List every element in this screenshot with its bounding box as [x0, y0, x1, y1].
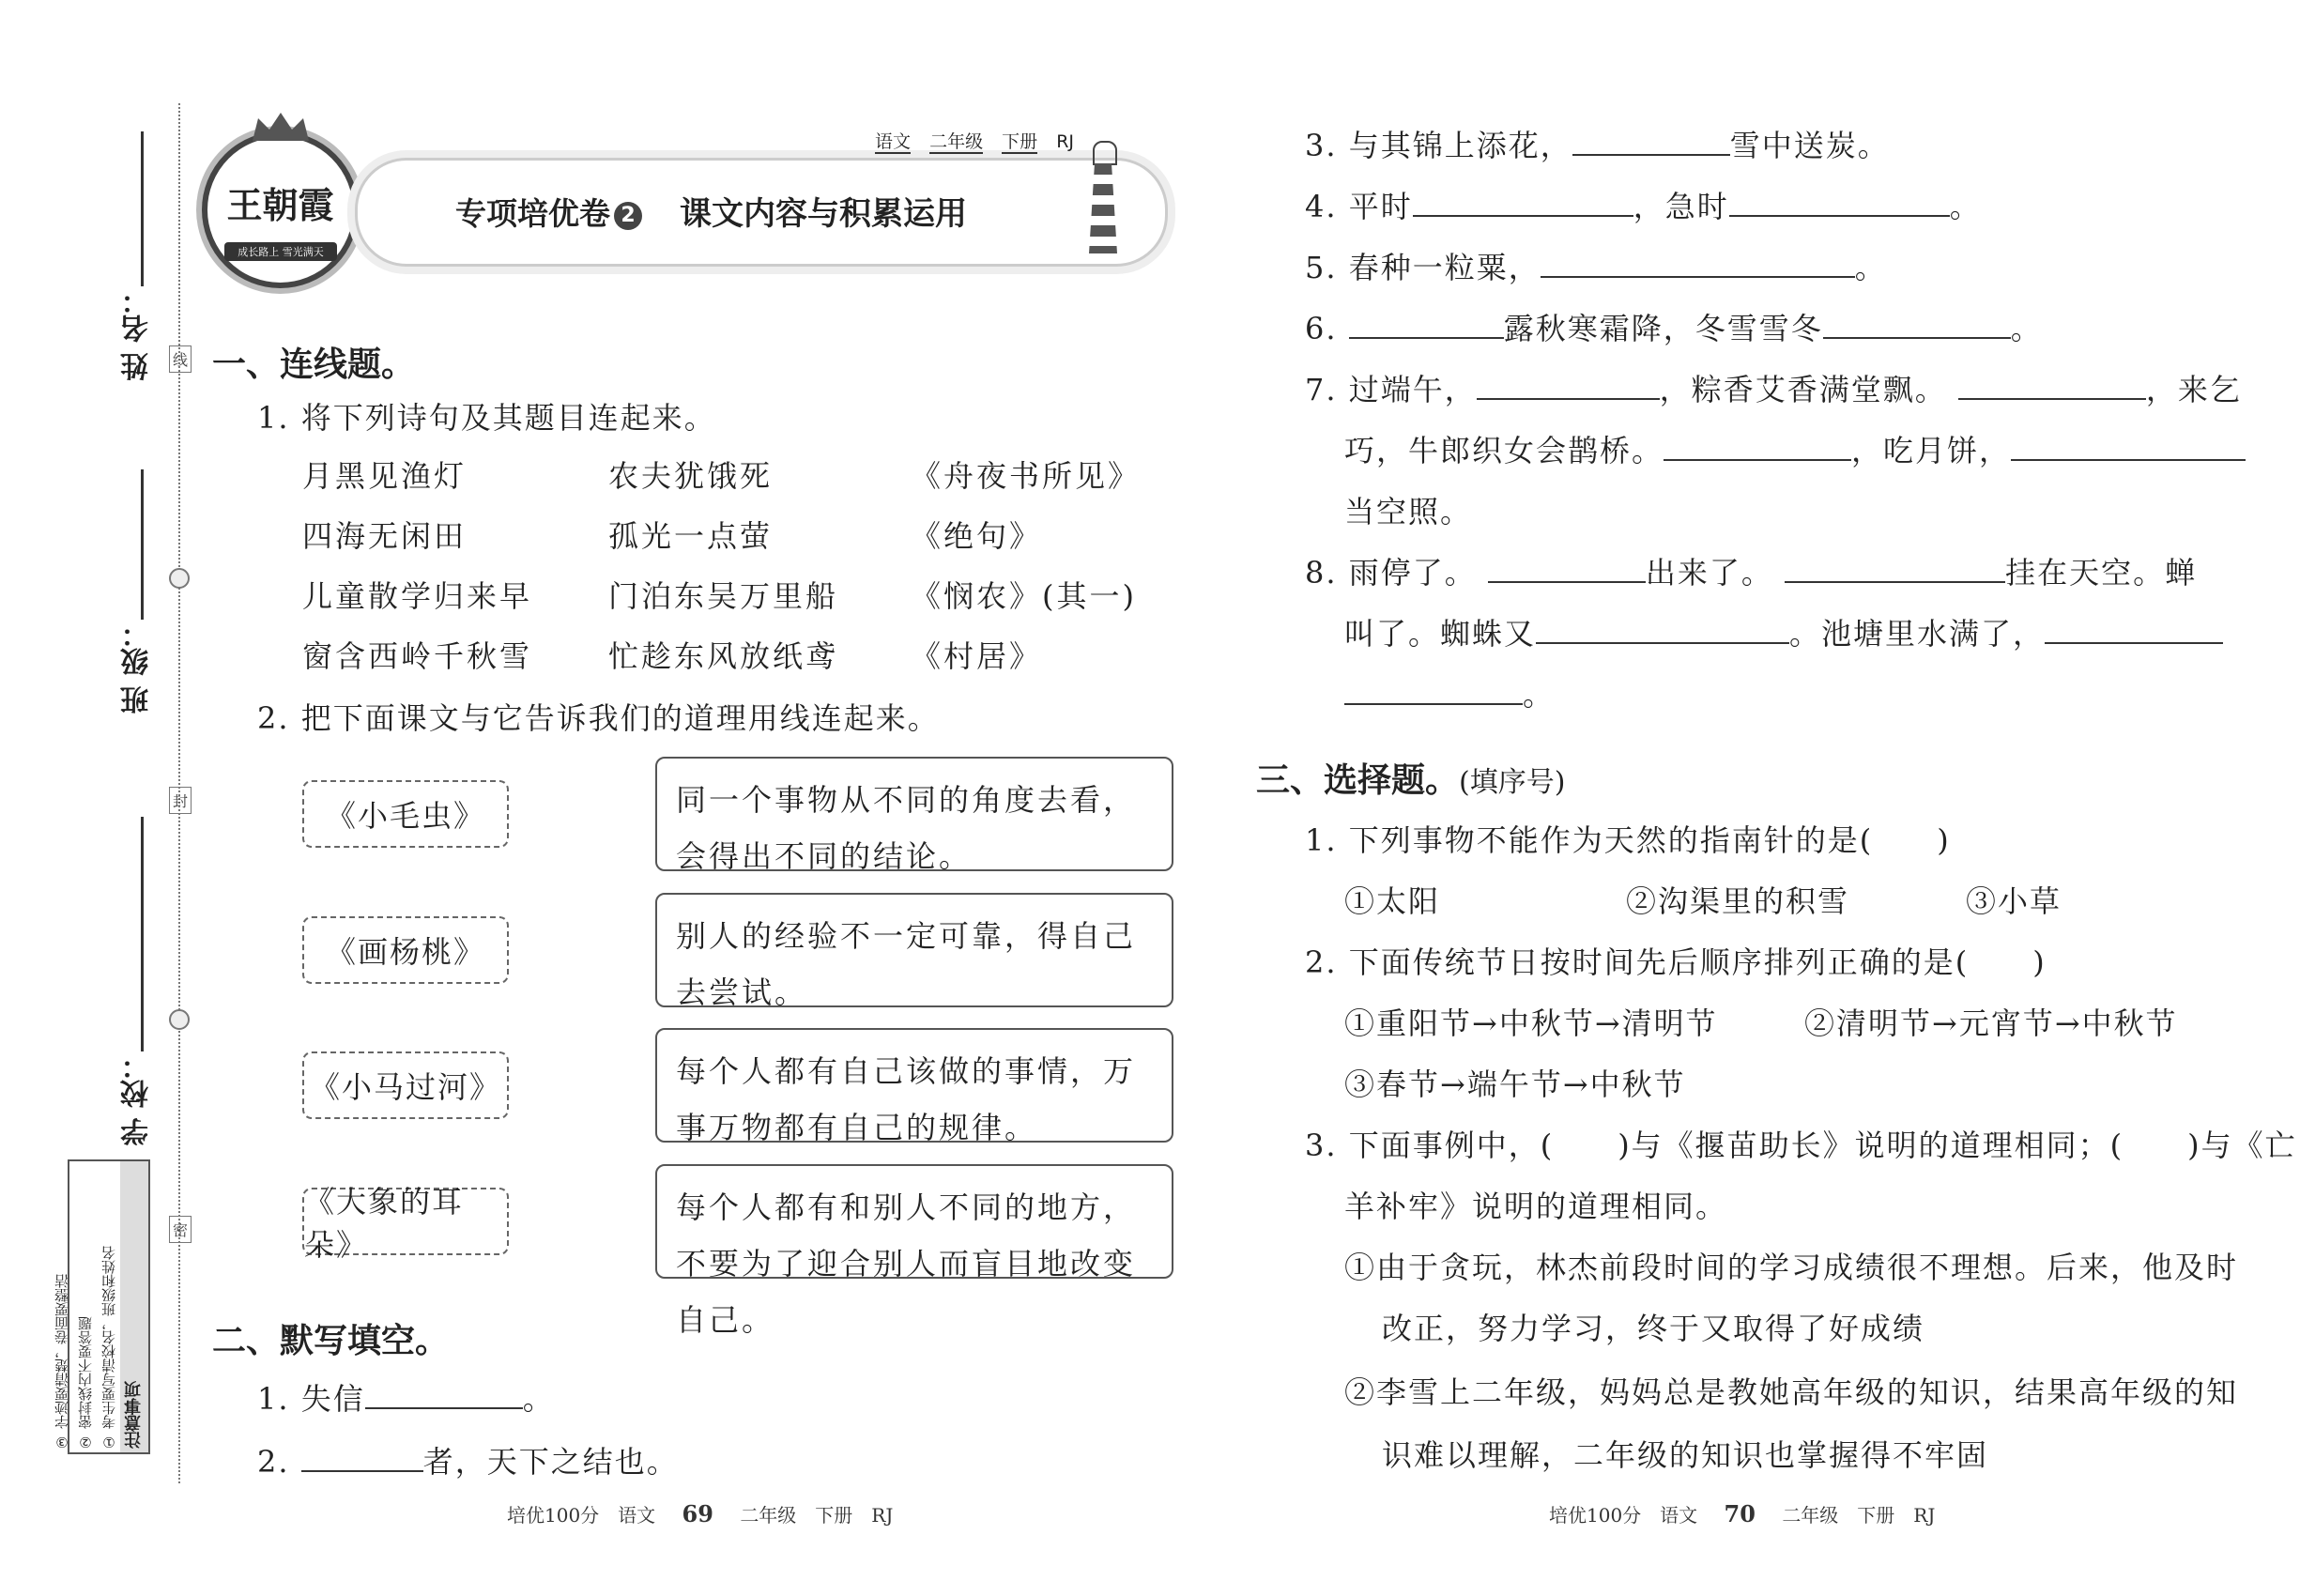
footer-left-b: 二年级 下册 RJ: [740, 1504, 894, 1527]
sec2-q6: [1305, 305, 2043, 348]
reason-box-3[interactable]: 每个人都有自己该做的事情，万事万物都有自己的规律。: [655, 1028, 1173, 1143]
answer-blank[interactable]: [1729, 183, 1950, 217]
sec2-q7-a: 7. 过端午，: [1305, 372, 1477, 407]
period: 。: [2010, 311, 2043, 346]
notice-item-2: ② 密封线内不要答题: [77, 1316, 94, 1450]
sec2-q2-text: 者，天下之结也。: [422, 1444, 679, 1480]
option[interactable]: ②清明节→元宵节→中秋节: [1804, 1005, 2178, 1041]
notice-item-1: ① 考生要写清校名，班级和姓名: [100, 1246, 117, 1450]
poem-title-4[interactable]: 《村居》: [911, 638, 1043, 674]
sec2-q3-b: 雪中送炭。: [1729, 128, 1890, 163]
sec2-q8-e: 。池塘里水满了，: [1789, 616, 2046, 652]
title-right: 课文内容与积累运用: [680, 195, 967, 233]
paper-title: [455, 188, 967, 234]
name-field[interactable]: [141, 131, 144, 286]
lesson-box-4[interactable]: 《大象的耳朵》: [302, 1188, 509, 1255]
answer-blank[interactable]: [1958, 366, 2146, 400]
sec2-q3-a: 3. 与其锦上添花，: [1305, 128, 1572, 163]
answer-blank[interactable]: [1572, 122, 1730, 156]
tag-volume: 下册: [1002, 131, 1038, 152]
section3-title: 三、选择题。: [1256, 761, 1460, 800]
sec1-q1: 1. 将下列诗句及其题目连起来。: [257, 400, 716, 436]
answer-blank[interactable]: [1349, 305, 1504, 339]
poem-b-3[interactable]: 门泊东吴万里船: [608, 578, 839, 614]
poem-b-4[interactable]: 忙趁东风放纸鸢: [608, 638, 839, 674]
sec2-q4: [1305, 183, 1982, 226]
sec3-q1-options: [1344, 878, 2062, 921]
poem-title-2[interactable]: 《绝句》: [911, 518, 1043, 554]
title-left: 专项培优卷: [455, 195, 610, 232]
period: 。: [522, 1381, 555, 1417]
sec3-q3-opt1-b: 改正，努力学习，终于又取得了好成绩: [1382, 1311, 1925, 1346]
sec2-q1-text: 1. 失信: [257, 1381, 365, 1417]
period: 。: [1854, 250, 1887, 285]
reason-box-2[interactable]: 别人的经验不一定可靠，得自己去尝试。: [655, 893, 1173, 1007]
sec2-q1: [257, 1375, 555, 1419]
sec2-q7-line1: [1305, 366, 2242, 409]
seal-word-3: 密: [169, 1216, 192, 1243]
class-field[interactable]: [141, 469, 144, 620]
answer-blank[interactable]: [1785, 549, 2005, 583]
tag-subject: 语文: [875, 131, 912, 152]
tag-grade: 二年级: [929, 131, 984, 152]
period: 。: [1949, 189, 1982, 224]
answer-blank[interactable]: [1344, 671, 1523, 705]
answer-blank[interactable]: [1536, 610, 1789, 644]
sec3-q2-options: [1344, 1000, 2178, 1043]
section3-heading: [1256, 754, 1565, 802]
sec3-q3-line1: 3. 下面事例中，( )与《揠苗助长》说明的道理相同；( )与《亡: [1305, 1128, 2297, 1163]
section3-note: (填序号): [1459, 766, 1566, 799]
answer-blank[interactable]: [365, 1375, 523, 1409]
sec2-q3: [1305, 122, 1890, 165]
option[interactable]: ①重阳节→中秋节→清明节: [1344, 1005, 1718, 1041]
reason-box-1[interactable]: 同一个事物从不同的角度去看，会得出不同的结论。: [655, 757, 1173, 871]
sec3-q3-opt2-a[interactable]: ②李雪上二年级，妈妈总是教她高年级的知识，结果高年级的知: [1344, 1374, 2239, 1410]
footer-right: [1549, 1500, 1935, 1527]
sec2-q8-c: 挂在天空。蝉: [2005, 555, 2198, 591]
lesson-box-1[interactable]: 《小毛虫》: [302, 780, 509, 848]
brand-slogan: 成长路上 雪光满天: [224, 242, 337, 261]
answer-blank[interactable]: [1541, 244, 1855, 278]
tag-edition: RJ: [1056, 131, 1074, 152]
brand-name: 王朝霞: [226, 184, 334, 226]
poem-col-a: [302, 453, 532, 693]
page-number-left: 69: [682, 1500, 713, 1527]
option[interactable]: ②沟渠里的积雪: [1626, 883, 1850, 919]
answer-blank[interactable]: [2045, 610, 2223, 644]
reason-box-4[interactable]: 每个人都有和别人不同的地方，不要为了迎合别人而盲目地改变自己。: [655, 1164, 1173, 1279]
sec2-q6-mid: 露秋寒霜降，冬雪雪冬: [1503, 311, 1823, 346]
notice-title: 注意事项: [120, 1161, 148, 1452]
school-field[interactable]: [141, 817, 144, 1051]
class-label: 班 级：: [121, 620, 154, 714]
answer-blank[interactable]: [2011, 427, 2246, 461]
poem-title-3[interactable]: 《悯农》(其一): [911, 578, 1137, 614]
poem-a-3[interactable]: 儿童散学归来早: [302, 578, 533, 614]
sec2-q7-e: ，吃月饼，: [1851, 433, 2012, 468]
brand-logo: [202, 131, 359, 288]
poem-a-1[interactable]: 月黑见渔灯: [302, 458, 468, 494]
sec2-q8-a: 8. 雨停了。: [1305, 555, 1477, 591]
sec2-q8-line2: [1344, 610, 2223, 653]
sec2-q8-b: 出来了。: [1645, 555, 1773, 591]
sec2-q4-a: 4. 平时: [1305, 189, 1413, 224]
lesson-box-2[interactable]: 《画杨桃》: [302, 916, 509, 984]
sec2-q7-b: ，粽香艾香满堂飘。: [1659, 372, 1947, 407]
footer-right-b: 二年级 下册 RJ: [1782, 1504, 1936, 1527]
sec2-q7-c: ，来乞: [2145, 372, 2242, 407]
subject-tags: [875, 128, 1074, 153]
sec2-q7-line3: 当空照。: [1344, 494, 1473, 529]
footer-left-a: 培优100分 语文: [507, 1504, 656, 1527]
sec1-q2: 2. 把下面课文与它告诉我们的道理用线连起来。: [257, 700, 940, 736]
page-number-right: 70: [1724, 1500, 1756, 1527]
sec2-q7-line2: [1344, 427, 2246, 470]
answer-blank[interactable]: [1477, 366, 1660, 400]
seal-word-1: 线: [169, 345, 192, 373]
sec2-q8-line1: [1305, 549, 2197, 592]
option[interactable]: ③小草: [1966, 883, 2062, 919]
lighthouse-icon: [1087, 141, 1119, 253]
crown-icon: [253, 113, 309, 141]
period: 。: [1523, 677, 1556, 713]
sec3-q3-opt2-b: 识难以理解，二年级的知识也掌握得不牢固: [1382, 1437, 1989, 1473]
poem-b-1[interactable]: 农夫犹饿死: [608, 458, 774, 494]
answer-blank[interactable]: [1488, 549, 1646, 583]
poem-a-2[interactable]: 四海无闲田: [302, 518, 468, 554]
sec3-q2-option3[interactable]: ③春节→端午节→中秋节: [1344, 1067, 1686, 1102]
notice-item-3: ③ 字迹要清楚，卷面要整洁: [54, 1274, 70, 1450]
sec2-q4-b: ，急时: [1633, 189, 1729, 224]
answer-blank[interactable]: [1413, 183, 1633, 217]
sec3-q3-line2: 羊补牢》说明的道理相同。: [1344, 1189, 1728, 1224]
seal-word-2: 封: [169, 787, 192, 814]
binding-hole-2: [169, 1009, 190, 1030]
answer-blank[interactable]: [1664, 427, 1851, 461]
poem-b-2[interactable]: 孤光一点萤: [608, 518, 774, 554]
sec2-q2-num: 2.: [257, 1444, 290, 1480]
sec2-q7-d: 巧，牛郎织女会鹊桥。: [1344, 433, 1664, 468]
option[interactable]: ①太阳: [1344, 883, 1441, 919]
sec3-q3-opt1-a[interactable]: ①由于贪玩，林杰前段时间的学习成绩很不理想。后来，他及时: [1344, 1250, 2239, 1285]
answer-blank[interactable]: [301, 1438, 423, 1472]
sec2-q5: [1305, 244, 1887, 287]
school-label: 学 校：: [121, 1051, 154, 1146]
binding-hole-1: [169, 568, 190, 589]
sec2-q2: [257, 1438, 679, 1481]
footer-left: [507, 1500, 893, 1527]
poem-col-c: [911, 453, 1141, 693]
sec3-q2: 2. 下面传统节日按时间先后顺序排列正确的是( ): [1305, 944, 2047, 980]
notice-box: [54, 1159, 150, 1454]
section2-title: 二、默写填空。: [212, 1322, 450, 1360]
name-label: 姓 名：: [121, 286, 154, 381]
poem-col-b: [608, 453, 838, 693]
footer-right-a: 培优100分 语文: [1549, 1504, 1698, 1527]
sec2-q6-num: 6.: [1305, 311, 1338, 346]
lesson-box-3[interactable]: 《小马过河》: [302, 1051, 509, 1119]
title-number-badge: 2: [614, 202, 642, 230]
sec2-q5-text: 5. 春种一粒粟，: [1305, 250, 1541, 285]
poem-title-1[interactable]: 《舟夜书所见》: [911, 458, 1142, 494]
sec3-q1: 1. 下列事物不能作为天然的指南针的是( ): [1305, 822, 1951, 858]
poem-a-4[interactable]: 窗含西岭千秋雪: [302, 638, 533, 674]
answer-blank[interactable]: [1823, 305, 2011, 339]
section1-title: 一、连线题。: [212, 345, 416, 384]
sec2-q8-line3: [1344, 671, 1555, 714]
sec2-q8-d: 叫了。蜘蛛又: [1344, 616, 1537, 652]
